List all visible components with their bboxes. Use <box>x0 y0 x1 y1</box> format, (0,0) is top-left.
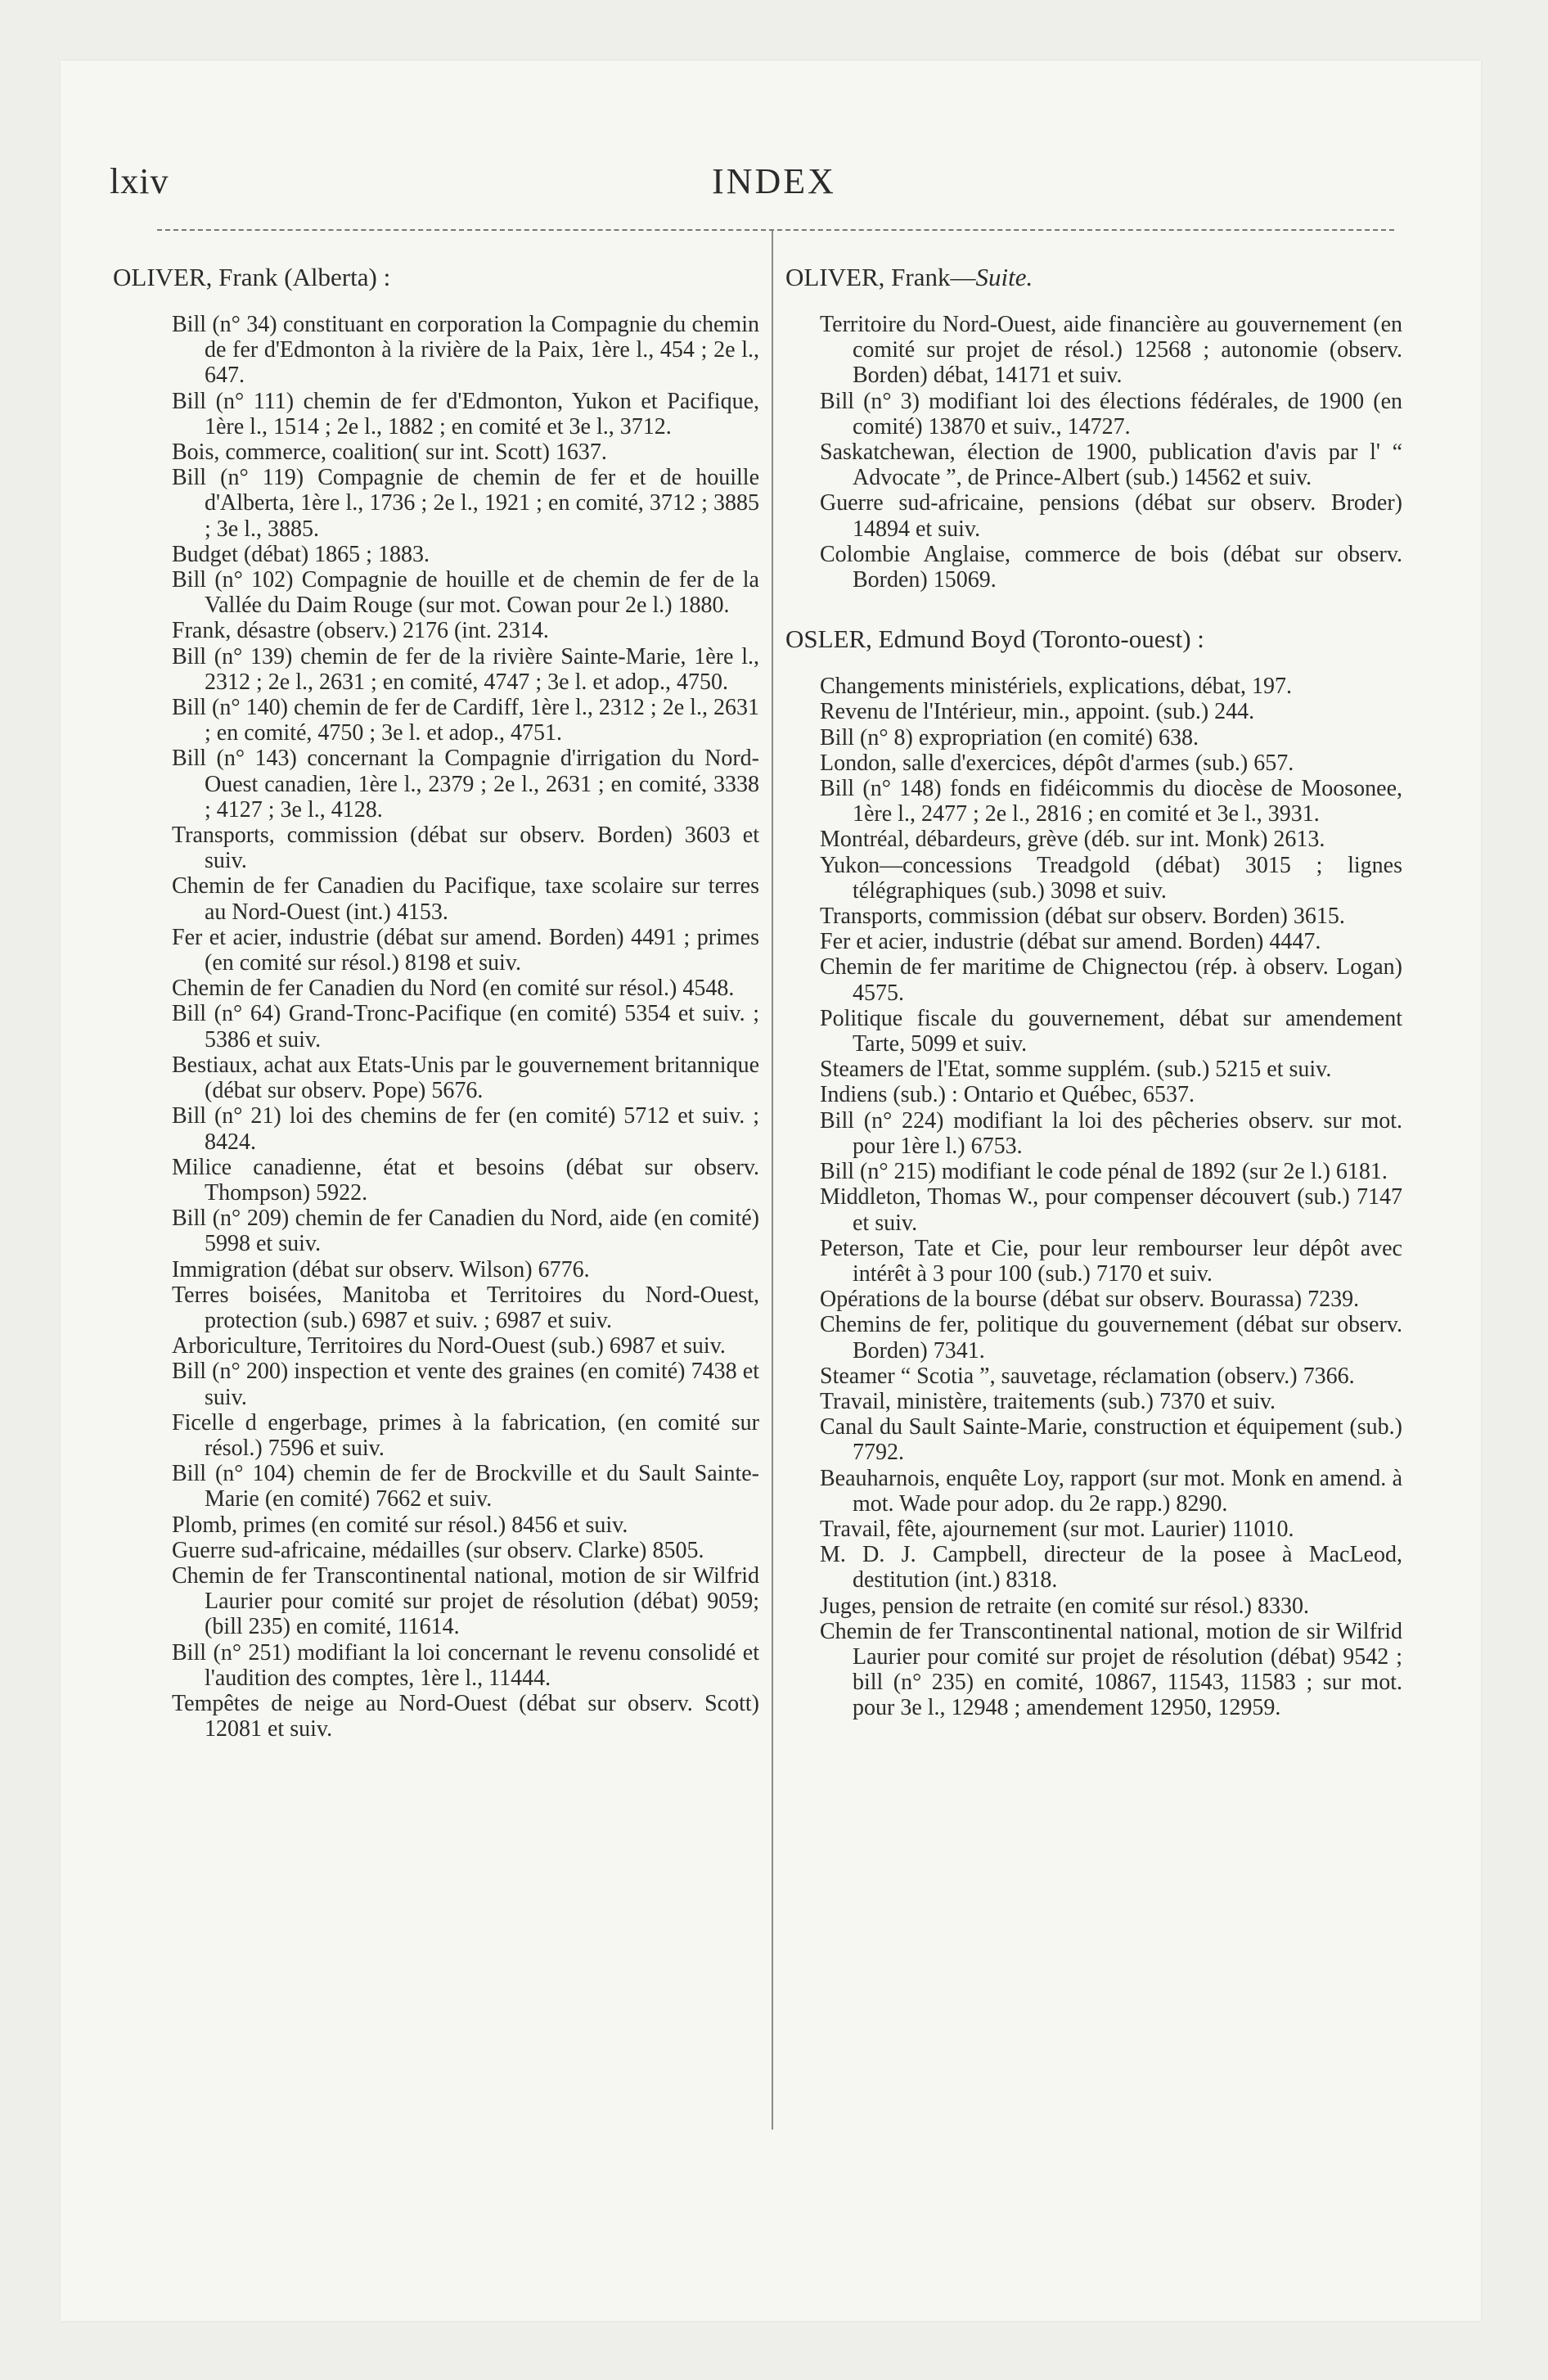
index-subentry: Bill (n° 143) concernant la Compagnie d'irrigation du Nord-Ouest canadien, 1ère l., 2379 ; 2e l., 2631 ; en comité, 3338 ; 4127 ; 3e l., 4128. <box>172 746 759 823</box>
index-subentry: Bill (n° 209) chemin de fer Canadien du Nord, aide (en comité) 5998 et suiv. <box>172 1206 759 1257</box>
index-subentry: Steamers de l'Etat, somme supplém. (sub.) 5215 et suiv. <box>820 1057 1332 1083</box>
index-subentry: Bill (n° 148) fonds en fidéicommis du diocèse de Moosonee, 1ère l., 2477 ; 2e l., 2816 ; en comité et 3e l., 3931. <box>820 776 1402 827</box>
index-subentry: Chemin de fer Canadien du Nord (en comité sur résol.) 4548. <box>172 976 735 1002</box>
index-entry-heading: OSLER, Edmund Boyd (Toronto-ouest) : <box>785 624 1204 654</box>
index-subentry: Milice canadienne, état et besoins (débat sur observ. Thompson) 5922. <box>172 1154 759 1206</box>
index-entry-heading-continued <box>785 262 1402 292</box>
index-subentry: Guerre sud-africaine, médailles (sur observ. Clarke) 8505. <box>172 1537 704 1563</box>
index-subentry: Montréal, débardeurs, grève (déb. sur int. Monk) 2613. <box>820 827 1325 853</box>
index-subentry: Frank, désastre (observ.) 2176 (int. 2314. <box>172 618 549 644</box>
page-title: INDEX <box>712 161 836 201</box>
right-column <box>785 262 1402 1721</box>
index-subentry: Bill (n° 200) inspection et vente des graines (en comité) 7438 et suiv. <box>172 1359 759 1410</box>
index-subentry: Peterson, Tate et Cie, pour leur rembourser leur dépôt avec intérêt à 3 pour 100 (sub.) 7170 et suiv. <box>820 1235 1402 1287</box>
index-subentry: Bill (n° 21) loi des chemins de fer (en comité) 5712 et suiv. ; 8424. <box>172 1103 759 1155</box>
index-subentry: Bestiaux, achat aux Etats-Unis par le gouvernement britannique (débat sur observ. Pope) 5676. <box>172 1052 759 1104</box>
left-entry-list <box>113 312 759 1742</box>
index-subentry: Chemin de fer maritime de Chignectou (rép. à observ. Logan) 4575. <box>820 954 1402 1006</box>
index-subentry: Chemins de fer, politique du gouvernement (débat sur observ. Borden) 7341. <box>820 1312 1402 1364</box>
index-subentry: Bill (n° 34) constituant en corporation la Compagnie du chemin de fer d'Edmonton à la rivière de la Paix, 1ère l., 454 ; 2e l., 647. <box>172 312 759 389</box>
index-subentry: Chemin de fer Transcontinental national, motion de sir Wilfrid Laurier pour comité sur projet de résolution (débat) 9542 ; bill (n° 235) en comité, 10867, 11543, 11583 ; sur mot. pour 3e l., 12948 ; amendement 12950, 12959. <box>820 1618 1402 1721</box>
index-subentry: Steamer “ Scotia ”, sauvetage, réclamation (observ.) 7366. <box>820 1363 1355 1389</box>
index-subentry: Transports, commission (débat sur observ. Borden) 3603 et suiv. <box>172 823 759 874</box>
index-subentry: Travail, fête, ajournement (sur mot. Laurier) 11010. <box>820 1516 1294 1542</box>
index-subentry: M. D. J. Campbell, directeur de la posee à MacLeod, destitution (int.) 8318. <box>820 1542 1402 1593</box>
index-subentry: Yukon—concessions Treadgold (débat) 3015 ; lignes télégraphiques (sub.) 3098 et suiv. <box>820 852 1402 904</box>
index-subentry: Juges, pension de retraite (en comité sur résol.) 8330. <box>820 1593 1309 1619</box>
index-subentry: Ficelle d engerbage, primes à la fabrication, (en comité sur résol.) 7596 et suiv. <box>172 1409 759 1461</box>
index-subentry: Territoire du Nord-Ouest, aide financière au gouvernement (en comité sur projet de résol.) 12568 ; autonomie (observ. Borden) débat, 14171 et suiv. <box>820 312 1402 389</box>
left-column <box>113 262 759 1742</box>
index-subentry: Politique fiscale du gouvernement, débat sur amendement Tarte, 5099 et suiv. <box>820 1005 1402 1057</box>
index-subentry: Bill (n° 139) chemin de fer de la rivière Sainte-Marie, 1ère l., 2312 ; 2e l., 2631 ; en comité, 4747 ; 3e l. et adop., 4750. <box>172 643 759 695</box>
index-subentry: Chemin de fer Transcontinental national, motion de sir Wilfrid Laurier pour comité sur projet de résolution (débat) 9059; (bill 235) en comité, 11614. <box>172 1562 759 1640</box>
index-subentry: Bill (n° 251) modifiant la loi concernant le revenu consolidé et l'audition des comptes, 1ère l., 11444. <box>172 1639 759 1691</box>
index-subentry: Bill (n° 215) modifiant le code pénal de 1892 (sur 2e l.) 6181. <box>820 1159 1388 1185</box>
continued-entry-list <box>785 312 1402 593</box>
index-subentry: Changements ministériels, explications, débat, 197. <box>820 674 1292 700</box>
index-subentry: Beauharnois, enquête Loy, rapport (sur mot. Monk en amend. à mot. Wade pour adop. du 2e rapp.) 8290. <box>820 1465 1402 1517</box>
index-subentry: Terres boisées, Manitoba et Territoires du Nord-Ouest, protection (sub.) 6987 et suiv. ; 6987 et suiv. <box>172 1282 759 1333</box>
continued-name: OLIVER, Frank— <box>785 263 976 291</box>
column-divider <box>772 231 773 2130</box>
index-subentry: London, salle d'exercices, dépôt d'armes (sub.) 657. <box>820 750 1294 776</box>
index-subentry: Guerre sud-africaine, pensions (débat sur observ. Broder) 14894 et suiv. <box>820 490 1402 542</box>
index-subentry: Bois, commerce, coalition( sur int. Scott) 1637. <box>172 439 607 466</box>
index-subentry: Bill (n° 3) modifiant loi des élections fédérales, de 1900 (en comité) 13870 et suiv., 14727. <box>820 388 1402 439</box>
index-subentry: Bill (n° 119) Compagnie de chemin de fer et de houille d'Alberta, 1ère l., 1736 ; 2e l., 1921 ; en comité, 3712 ; 3885 ; 3e l., 3885. <box>172 465 759 542</box>
index-subentry: Bill (n° 64) Grand-Tronc-Pacifique (en comité) 5354 et suiv. ; 5386 et suiv. <box>172 1001 759 1053</box>
index-subentry: Tempêtes de neige au Nord-Ouest (débat sur observ. Scott) 12081 et suiv. <box>172 1690 759 1742</box>
osler-entry-list <box>785 674 1402 1720</box>
index-entry-heading: OLIVER, Frank (Alberta) : <box>113 263 391 291</box>
index-subentry: Arboriculture, Territoires du Nord-Ouest (sub.) 6987 et suiv. <box>172 1333 726 1359</box>
index-subentry: Travail, ministère, traitements (sub.) 7370 et suiv. <box>820 1388 1276 1414</box>
index-subentry: Middleton, Thomas W., pour compenser découvert (sub.) 7147 et suiv. <box>820 1184 1402 1236</box>
index-subentry: Immigration (débat sur observ. Wilson) 6776. <box>172 1256 590 1282</box>
index-subentry: Budget (débat) 1865 ; 1883. <box>172 541 430 567</box>
index-subentry: Plomb, primes (en comité sur résol.) 8456 et suiv. <box>172 1512 628 1538</box>
index-subentry: Saskatchewan, élection de 1900, publication d'avis par l' “ Advocate ”, de Prince-Albert (sub.) 14562 et suiv. <box>820 439 1402 491</box>
header-rule <box>157 229 1394 231</box>
page-number: lxiv <box>110 161 169 201</box>
entry-spacer <box>785 593 1402 624</box>
index-subentry: Transports, commission (débat sur observ. Borden) 3615. <box>820 904 1345 930</box>
index-subentry: Bill (n° 224) modifiant la loi des pêcheries observ. sur mot. pour 1ère l.) 6753. <box>820 1107 1402 1159</box>
index-subentry: Bill (n° 104) chemin de fer de Brockville et du Sault Sainte-Marie (en comité) 7662 et suiv. <box>172 1461 759 1512</box>
index-subentry: Fer et acier, industrie (débat sur amend. Borden) 4447. <box>820 929 1321 955</box>
index-subentry: Bill (n° 111) chemin de fer d'Edmonton, Yukon et Pacifique, 1ère l., 1514 ; 2e l., 1882 ; en comité et 3e l., 3712. <box>172 388 759 439</box>
index-subentry: Bill (n° 102) Compagnie de houille et de chemin de fer de la Vallée du Daim Rouge (sur mot. Cowan pour 2e l.) 1880. <box>172 567 759 619</box>
index-subentry: Opérations de la bourse (débat sur observ. Bourassa) 7239. <box>820 1287 1360 1313</box>
index-subentry: Fer et acier, industrie (débat sur amend. Borden) 4491 ; primes (en comité sur résol.) 8198 et suiv. <box>172 924 759 976</box>
continued-suffix: Suite. <box>975 263 1033 291</box>
index-subentry: Bill (n° 8) expropriation (en comité) 638. <box>820 724 1199 751</box>
index-subentry: Colombie Anglaise, commerce de bois (débat sur observ. Borden) 15069. <box>820 541 1402 593</box>
index-subentry: Indiens (sub.) : Ontario et Québec, 6537. <box>820 1082 1195 1108</box>
index-subentry: Canal du Sault Sainte-Marie, construction et équipement (sub.) 7792. <box>820 1414 1402 1466</box>
index-subentry: Chemin de fer Canadien du Pacifique, taxe scolaire sur terres au Nord-Ouest (int.) 4153. <box>172 873 759 925</box>
index-subentry: Bill (n° 140) chemin de fer de Cardiff, 1ère l., 2312 ; 2e l., 2631 ; en comité, 4750 ; 3e l. et adop., 4751. <box>172 695 759 746</box>
index-subentry: Revenu de l'Intérieur, min., appoint. (sub.) 244. <box>820 699 1255 725</box>
